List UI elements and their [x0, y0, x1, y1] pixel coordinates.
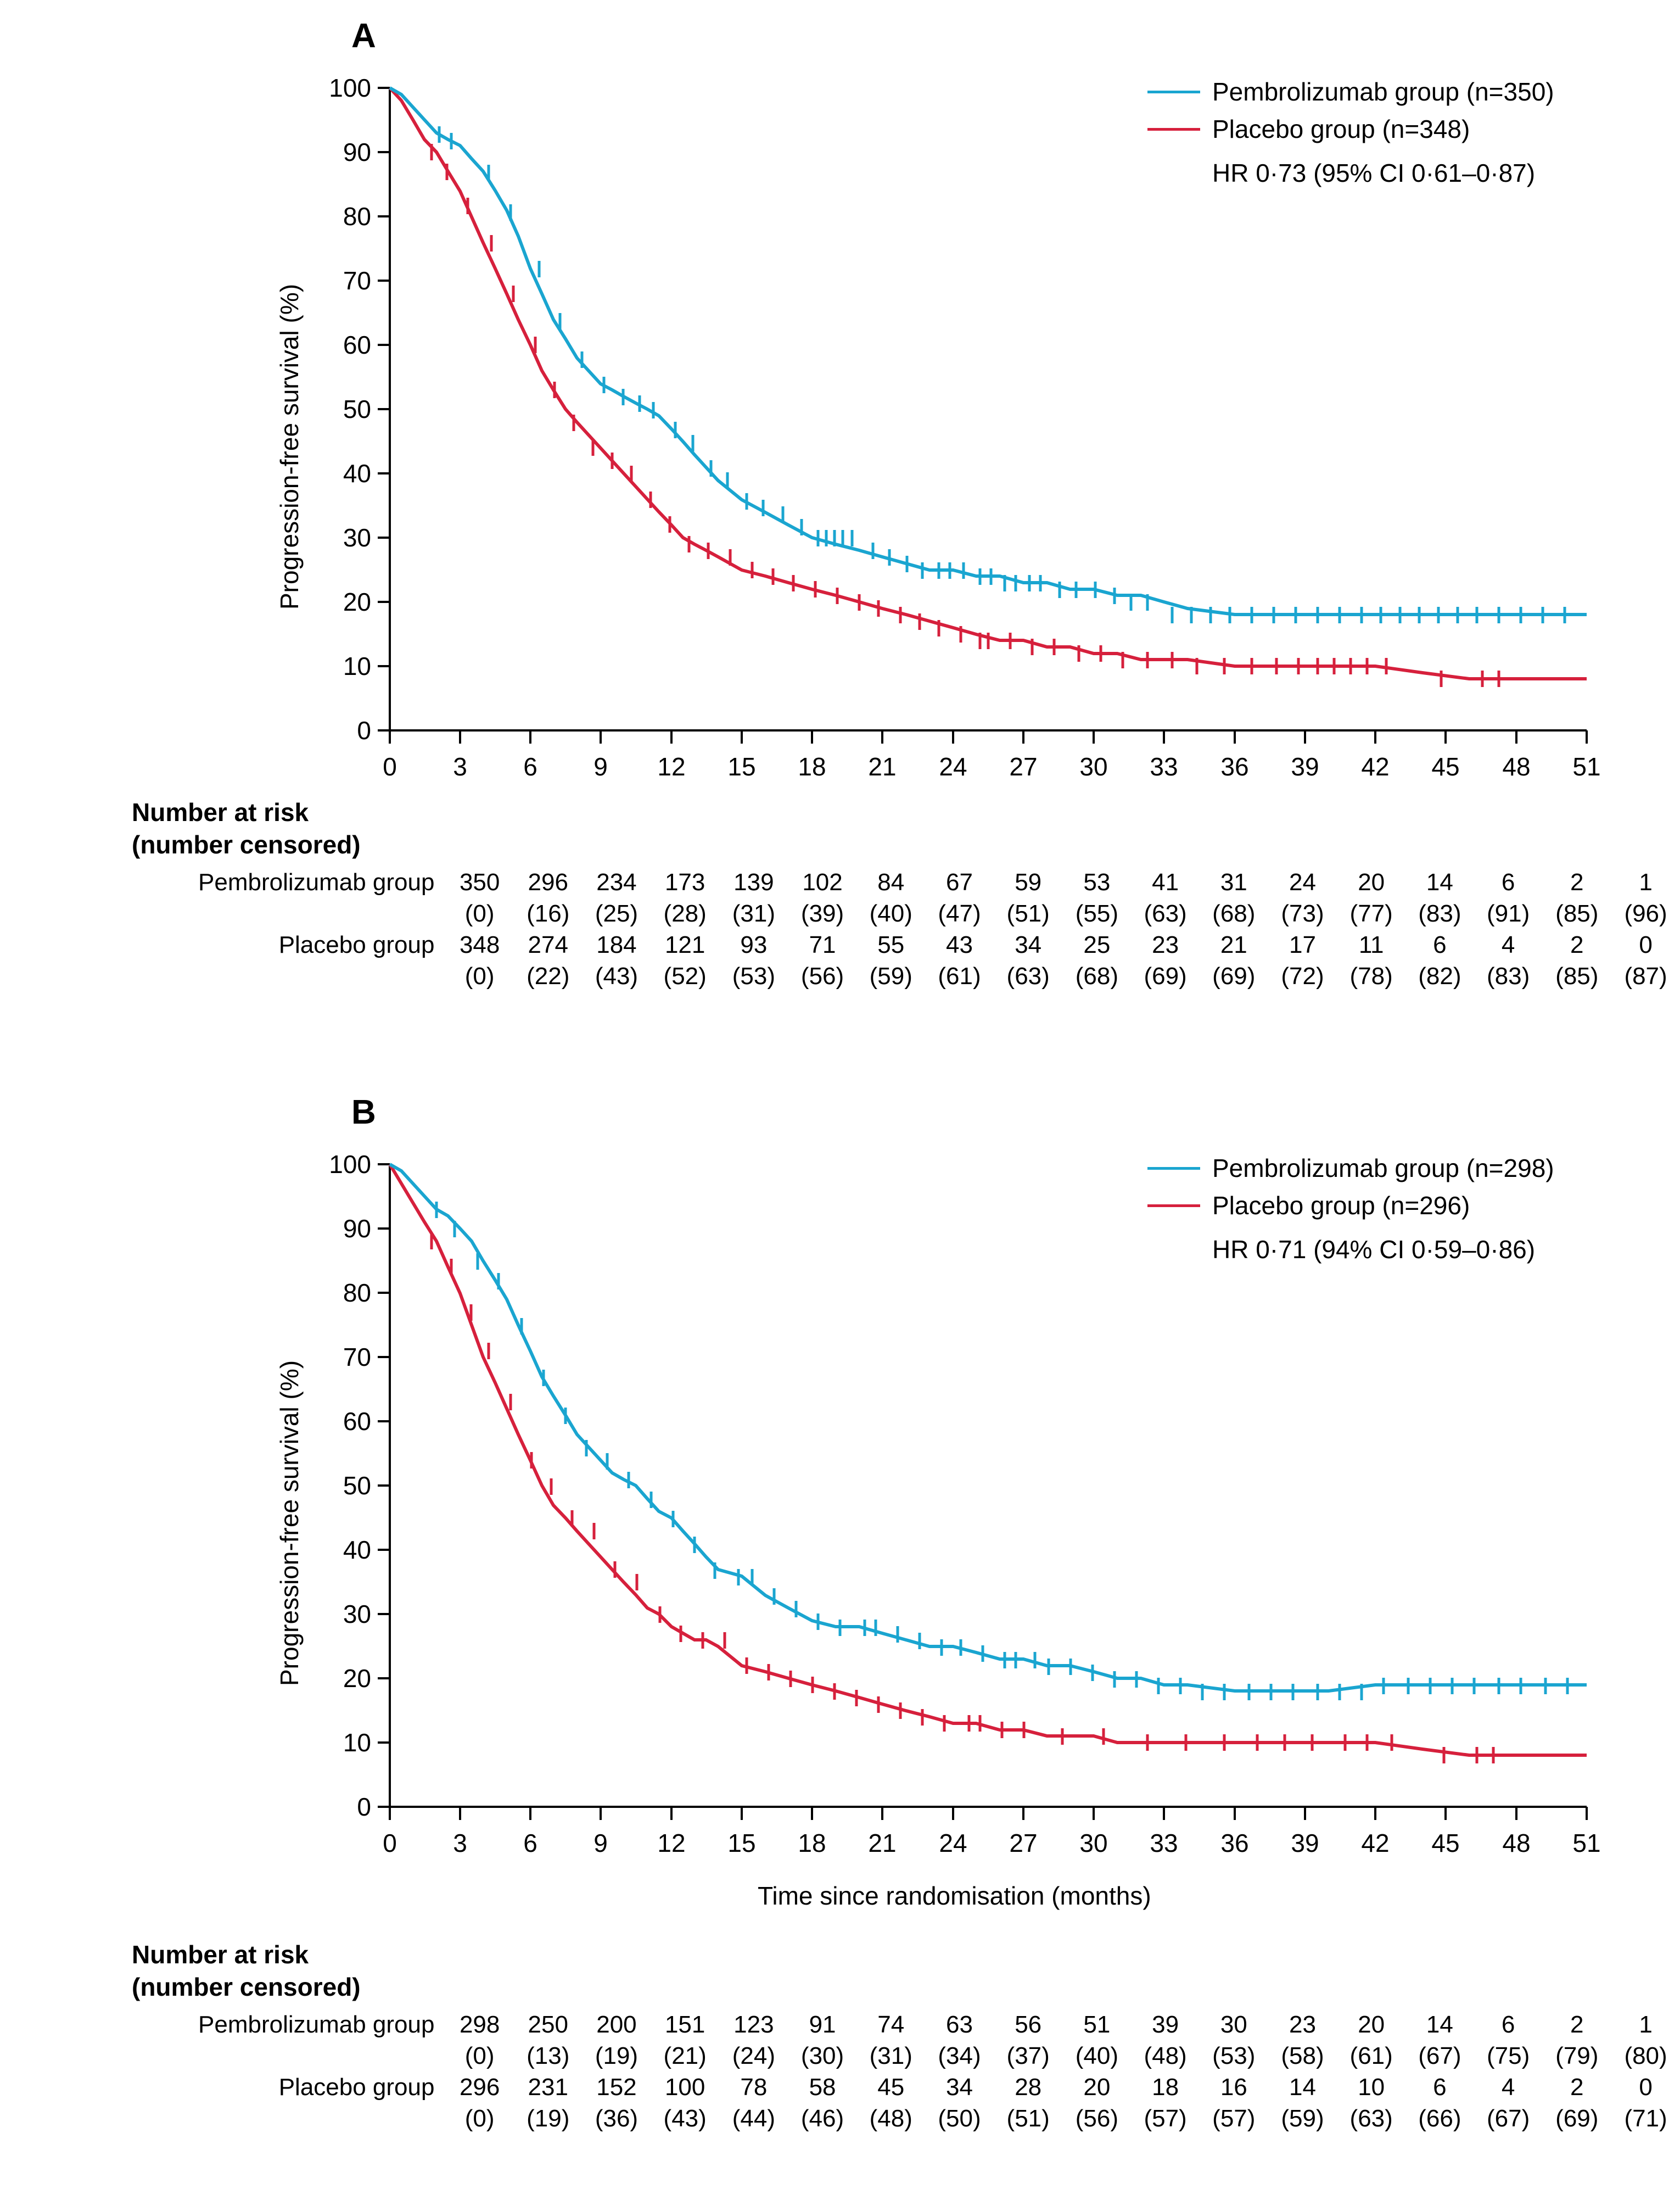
- risk-cell: 1: [1639, 2011, 1653, 2038]
- panel-b-plot: [324, 1131, 1642, 1856]
- svg-text:21: 21: [868, 752, 897, 780]
- risk-cell: 74: [877, 2011, 905, 2038]
- risk-cell: 0: [1639, 931, 1653, 959]
- risk-cell: 41: [1152, 868, 1179, 896]
- svg-text:51: 51: [1572, 1829, 1601, 1856]
- svg-text:3: 3: [453, 752, 467, 780]
- svg-text:39: 39: [1291, 752, 1319, 780]
- risk-cell: 14: [1289, 2074, 1316, 2101]
- risk-cell: 2: [1570, 2074, 1584, 2101]
- svg-text:30: 30: [1079, 1829, 1108, 1856]
- censored-cell: (47): [938, 900, 981, 927]
- svg-text:39: 39: [1291, 1829, 1319, 1856]
- risk-cell: 43: [946, 931, 973, 959]
- svg-text:21: 21: [868, 1829, 897, 1856]
- risk-cell: 173: [664, 868, 705, 896]
- svg-text:33: 33: [1150, 752, 1178, 780]
- censored-cell: (31): [869, 2042, 912, 2069]
- risk-cell: 78: [740, 2074, 768, 2101]
- censored-cell: (96): [1624, 900, 1667, 927]
- svg-text:45: 45: [1431, 752, 1460, 780]
- table-row: [132, 961, 1680, 992]
- censored-cell: (68): [1212, 900, 1256, 927]
- svg-text:20: 20: [343, 588, 371, 616]
- risk-cell: 58: [809, 2074, 836, 2101]
- svg-text:70: 70: [343, 1343, 371, 1371]
- table-row: [132, 929, 1680, 961]
- svg-text:40: 40: [343, 459, 371, 488]
- censored-cell: (30): [800, 2042, 844, 2069]
- censored-cell: (69): [1144, 963, 1187, 990]
- svg-text:10: 10: [343, 652, 371, 680]
- svg-text:60: 60: [343, 331, 371, 359]
- panel-a-censor-ticks-placebo: [432, 144, 1499, 687]
- risk-cell: 296: [459, 2074, 500, 2101]
- panel-b-y-ticks: [378, 1164, 390, 1807]
- risk-cell: 6: [1433, 2074, 1447, 2101]
- censored-cell: (40): [869, 900, 912, 927]
- censored-cell: (69): [1555, 2105, 1599, 2132]
- panel-b-x-axis-label: Time since randomisation (months): [758, 1881, 1151, 1910]
- risk-cell: 53: [1083, 868, 1111, 896]
- svg-text:40: 40: [343, 1536, 371, 1564]
- censored-cell: (59): [1281, 2105, 1324, 2132]
- table-row: [132, 2072, 1680, 2103]
- svg-text:0: 0: [357, 716, 371, 745]
- svg-text:0: 0: [383, 1829, 397, 1856]
- panel-b-censor-ticks-pembrolizumab: [436, 1202, 1567, 1700]
- censored-cell: (53): [1212, 2042, 1256, 2069]
- panel-a-hazard-ratio: HR 0·73 (95% CI 0·61–0·87): [1212, 159, 1536, 187]
- risk-cell: 231: [528, 2074, 568, 2101]
- table-row: [132, 2009, 1680, 2040]
- censored-cell: (72): [1281, 963, 1324, 990]
- svg-text:60: 60: [343, 1407, 371, 1436]
- censored-cell: (50): [938, 2105, 981, 2132]
- table-row: [132, 2040, 1680, 2072]
- risk-cell: 274: [528, 931, 568, 959]
- risk-cell: 31: [1220, 868, 1247, 896]
- panel-b-risk-row-label-placebo: Placebo group: [278, 2074, 435, 2101]
- svg-text:70: 70: [343, 266, 371, 295]
- censored-cell: (0): [464, 963, 495, 990]
- panel-b-hazard-ratio: HR 0·71 (94% CI 0·59–0·86): [1212, 1235, 1536, 1264]
- svg-text:0: 0: [383, 752, 397, 780]
- panel-a-x-tick-labels: [383, 752, 1600, 780]
- panel-b-risk-title-line2: (number censored): [132, 1972, 361, 2001]
- panel-b-risk-block: [132, 1939, 1680, 2135]
- svg-text:27: 27: [1009, 752, 1038, 780]
- svg-text:80: 80: [343, 1278, 371, 1307]
- risk-cell: 4: [1501, 2074, 1515, 2101]
- risk-cell: 55: [877, 931, 905, 959]
- risk-cell: 18: [1152, 2074, 1179, 2101]
- censored-cell: (85): [1555, 900, 1599, 927]
- svg-text:48: 48: [1502, 1829, 1531, 1856]
- censored-cell: (57): [1144, 2105, 1187, 2132]
- svg-text:20: 20: [343, 1664, 371, 1693]
- censored-cell: (61): [938, 963, 981, 990]
- risk-cell: 91: [809, 2011, 836, 2038]
- censored-cell: (75): [1486, 2042, 1530, 2069]
- panel-a-risk-title-line2: (number censored): [132, 830, 361, 859]
- svg-text:100: 100: [329, 1150, 371, 1179]
- risk-cell: 14: [1426, 2011, 1453, 2038]
- censored-cell: (57): [1212, 2105, 1256, 2132]
- censored-cell: (52): [663, 963, 707, 990]
- risk-cell: 6: [1501, 868, 1515, 896]
- risk-cell: 121: [664, 931, 705, 959]
- panel-a-risk-title-line1: Number at risk: [132, 798, 309, 827]
- panel-b-axes: [390, 1164, 1587, 1807]
- censored-cell: (87): [1624, 963, 1667, 990]
- legend-label-pembrolizumab: Pembrolizumab group (n=350): [1212, 77, 1554, 106]
- risk-cell: 152: [596, 2074, 637, 2101]
- risk-cell: 23: [1152, 931, 1179, 959]
- risk-cell: 56: [1015, 2011, 1042, 2038]
- svg-text:50: 50: [343, 1471, 371, 1500]
- risk-cell: 24: [1289, 868, 1316, 896]
- svg-text:6: 6: [523, 1829, 537, 1856]
- censored-cell: (48): [1144, 2042, 1187, 2069]
- panel-a-x-ticks: [390, 730, 1587, 744]
- svg-text:3: 3: [453, 1829, 467, 1856]
- svg-text:12: 12: [657, 752, 686, 780]
- risk-cell: 23: [1289, 2011, 1316, 2038]
- risk-cell: 6: [1501, 2011, 1515, 2038]
- table-row: [132, 867, 1680, 898]
- censored-cell: (51): [1006, 900, 1050, 927]
- censored-cell: (16): [527, 900, 570, 927]
- risk-cell: 59: [1015, 868, 1042, 896]
- panel-a-risk-table: [132, 867, 1680, 992]
- censored-cell: (0): [464, 900, 495, 927]
- censored-cell: (53): [732, 963, 775, 990]
- risk-cell: 30: [1220, 2011, 1247, 2038]
- svg-text:30: 30: [343, 1600, 371, 1628]
- censored-cell: (79): [1555, 2042, 1599, 2069]
- svg-text:9: 9: [593, 752, 608, 780]
- legend-label-placebo: Placebo group (n=296): [1212, 1191, 1470, 1220]
- risk-cell: 200: [596, 2011, 637, 2038]
- risk-cell: 139: [733, 868, 774, 896]
- panel-a-risk-row-label-placebo: Placebo group: [278, 931, 435, 959]
- censored-cell: (19): [527, 2105, 570, 2132]
- panel-a-y-ticks: [378, 88, 390, 730]
- censored-cell: (21): [663, 2042, 707, 2069]
- risk-cell: 20: [1083, 2074, 1111, 2101]
- risk-cell: 71: [809, 931, 836, 959]
- risk-cell: 17: [1289, 931, 1316, 959]
- censored-cell: (77): [1349, 900, 1393, 927]
- censored-cell: (69): [1212, 963, 1256, 990]
- svg-text:50: 50: [343, 395, 371, 423]
- censored-cell: (24): [732, 2042, 775, 2069]
- risk-cell: 100: [664, 2074, 705, 2101]
- risk-cell: 45: [877, 2074, 905, 2101]
- panel-b-svg: [324, 1131, 1642, 1856]
- risk-cell: 25: [1083, 931, 1111, 959]
- risk-cell: 6: [1433, 931, 1447, 959]
- risk-cell: 84: [877, 868, 905, 896]
- risk-cell: 2: [1570, 868, 1584, 896]
- svg-text:12: 12: [657, 1829, 686, 1856]
- svg-text:42: 42: [1361, 752, 1390, 780]
- censored-cell: (56): [800, 963, 844, 990]
- svg-text:90: 90: [343, 1214, 371, 1243]
- censored-cell: (73): [1281, 900, 1324, 927]
- panel-b-x-tick-labels: [383, 1829, 1600, 1856]
- censored-cell: (43): [663, 2105, 707, 2132]
- svg-text:33: 33: [1150, 1829, 1178, 1856]
- risk-cell: 10: [1358, 2074, 1385, 2101]
- censored-cell: (13): [527, 2042, 570, 2069]
- panel-b-risk-title-line1: Number at risk: [132, 1940, 309, 1969]
- risk-cell: 11: [1358, 931, 1384, 959]
- panel-a-risk-block: [132, 796, 1680, 992]
- censored-cell: (63): [1006, 963, 1050, 990]
- censored-cell: (22): [527, 963, 570, 990]
- censored-cell: (85): [1555, 963, 1599, 990]
- risk-cell: 0: [1639, 2074, 1653, 2101]
- panel-b-x-ticks: [390, 1807, 1587, 1820]
- censored-cell: (43): [595, 963, 639, 990]
- svg-text:42: 42: [1361, 1829, 1390, 1856]
- svg-text:36: 36: [1220, 1829, 1249, 1856]
- risk-cell: 2: [1570, 2011, 1584, 2038]
- svg-text:18: 18: [798, 752, 826, 780]
- censored-cell: (31): [732, 900, 775, 927]
- panel-b-censor-ticks-placebo: [432, 1233, 1493, 1763]
- censored-cell: (46): [800, 2105, 844, 2132]
- censored-cell: (82): [1418, 963, 1461, 990]
- risk-cell: 184: [596, 931, 637, 959]
- censored-cell: (68): [1075, 963, 1118, 990]
- censored-cell: (78): [1349, 963, 1393, 990]
- svg-text:27: 27: [1009, 1829, 1038, 1856]
- risk-cell: 20: [1358, 868, 1385, 896]
- risk-cell: 1: [1639, 868, 1653, 896]
- svg-text:36: 36: [1220, 752, 1249, 780]
- risk-cell: 16: [1220, 2074, 1247, 2101]
- censored-cell: (25): [595, 900, 639, 927]
- panel-a-curve-pembrolizumab: [390, 88, 1587, 615]
- risk-cell: 67: [946, 868, 973, 896]
- panel-a-curve-placebo: [390, 88, 1587, 679]
- censored-cell: (36): [595, 2105, 639, 2132]
- risk-cell: 123: [733, 2011, 774, 2038]
- risk-cell: 34: [946, 2074, 973, 2101]
- legend-label-placebo: Placebo group (n=348): [1212, 115, 1470, 143]
- svg-text:45: 45: [1431, 1829, 1460, 1856]
- risk-cell: 21: [1220, 931, 1247, 959]
- svg-text:30: 30: [343, 523, 371, 552]
- svg-text:24: 24: [939, 752, 967, 780]
- censored-cell: (59): [869, 963, 912, 990]
- table-row: [132, 898, 1680, 929]
- panel-b-y-tick-labels: [329, 1150, 371, 1821]
- risk-cell: 28: [1015, 2074, 1042, 2101]
- risk-cell: 51: [1083, 2011, 1111, 2038]
- svg-text:15: 15: [727, 1829, 756, 1856]
- risk-cell: 250: [528, 2011, 568, 2038]
- panel-a-censor-ticks-pembrolizumab: [439, 126, 1565, 623]
- risk-cell: 20: [1358, 2011, 1385, 2038]
- censored-cell: (61): [1349, 2042, 1393, 2069]
- censored-cell: (67): [1418, 2042, 1461, 2069]
- svg-text:15: 15: [727, 752, 756, 780]
- risk-cell: 2: [1570, 931, 1584, 959]
- risk-cell: 151: [664, 2011, 705, 2038]
- censored-cell: (66): [1418, 2105, 1461, 2132]
- panel-a-letter: A: [351, 17, 377, 55]
- censored-cell: (0): [464, 2042, 495, 2069]
- svg-text:0: 0: [357, 1793, 371, 1821]
- risk-cell: 350: [459, 868, 500, 896]
- risk-cell: 234: [596, 868, 637, 896]
- panel-a-y-tick-labels: [329, 74, 371, 745]
- risk-cell: 39: [1152, 2011, 1179, 2038]
- censored-cell: (51): [1006, 2105, 1050, 2132]
- panel-b-y-axis-label: Progression-free survival (%): [275, 1360, 304, 1686]
- risk-cell: 296: [528, 868, 568, 896]
- censored-cell: (83): [1418, 900, 1461, 927]
- censored-cell: (19): [595, 2042, 639, 2069]
- risk-cell: 102: [802, 868, 843, 896]
- censored-cell: (55): [1075, 900, 1118, 927]
- svg-text:24: 24: [939, 1829, 967, 1856]
- censored-cell: (48): [869, 2105, 912, 2132]
- svg-text:90: 90: [343, 138, 371, 166]
- svg-text:48: 48: [1502, 752, 1531, 780]
- censored-cell: (0): [464, 2105, 495, 2132]
- censored-cell: (40): [1075, 2042, 1118, 2069]
- legend-label-pembrolizumab: Pembrolizumab group (n=298): [1212, 1154, 1554, 1182]
- panel-b-risk-table: [132, 2009, 1680, 2135]
- risk-cell: 34: [1015, 931, 1042, 959]
- censored-cell: (34): [938, 2042, 981, 2069]
- censored-cell: (67): [1486, 2105, 1530, 2132]
- svg-text:30: 30: [1079, 752, 1108, 780]
- censored-cell: (28): [663, 900, 707, 927]
- censored-cell: (80): [1624, 2042, 1667, 2069]
- censored-cell: (63): [1144, 900, 1187, 927]
- censored-cell: (37): [1006, 2042, 1050, 2069]
- svg-text:6: 6: [523, 752, 537, 780]
- censored-cell: (58): [1281, 2042, 1324, 2069]
- risk-cell: 4: [1501, 931, 1515, 959]
- svg-text:100: 100: [329, 74, 371, 102]
- censored-cell: (83): [1486, 963, 1530, 990]
- panel-a-y-axis-label: Progression-free survival (%): [275, 283, 304, 610]
- censored-cell: (39): [800, 900, 844, 927]
- panel-b-letter: B: [351, 1093, 377, 1131]
- risk-cell: 93: [740, 931, 768, 959]
- svg-text:9: 9: [593, 1829, 608, 1856]
- censored-cell: (63): [1349, 2105, 1393, 2132]
- risk-cell: 298: [459, 2011, 500, 2038]
- censored-cell: (44): [732, 2105, 775, 2132]
- panel-b-risk-row-label-pembrolizumab: Pembrolizumab group: [198, 2011, 435, 2038]
- risk-cell: 14: [1426, 868, 1453, 896]
- panel-b-curve-placebo: [390, 1164, 1587, 1755]
- svg-text:10: 10: [343, 1728, 371, 1757]
- risk-cell: 348: [459, 931, 500, 959]
- censored-cell: (91): [1486, 900, 1530, 927]
- svg-text:18: 18: [798, 1829, 826, 1856]
- svg-text:80: 80: [343, 202, 371, 231]
- panel-a-svg: [324, 55, 1642, 780]
- panel-b-curve-pembrolizumab: [390, 1164, 1587, 1691]
- svg-text:51: 51: [1572, 752, 1601, 780]
- panel-a-plot: [324, 55, 1642, 780]
- censored-cell: (71): [1624, 2105, 1667, 2132]
- risk-cell: 63: [946, 2011, 973, 2038]
- panel-a-risk-row-label-pembrolizumab: Pembrolizumab group: [198, 868, 435, 896]
- censored-cell: (56): [1075, 2105, 1118, 2132]
- table-row: [132, 2103, 1680, 2134]
